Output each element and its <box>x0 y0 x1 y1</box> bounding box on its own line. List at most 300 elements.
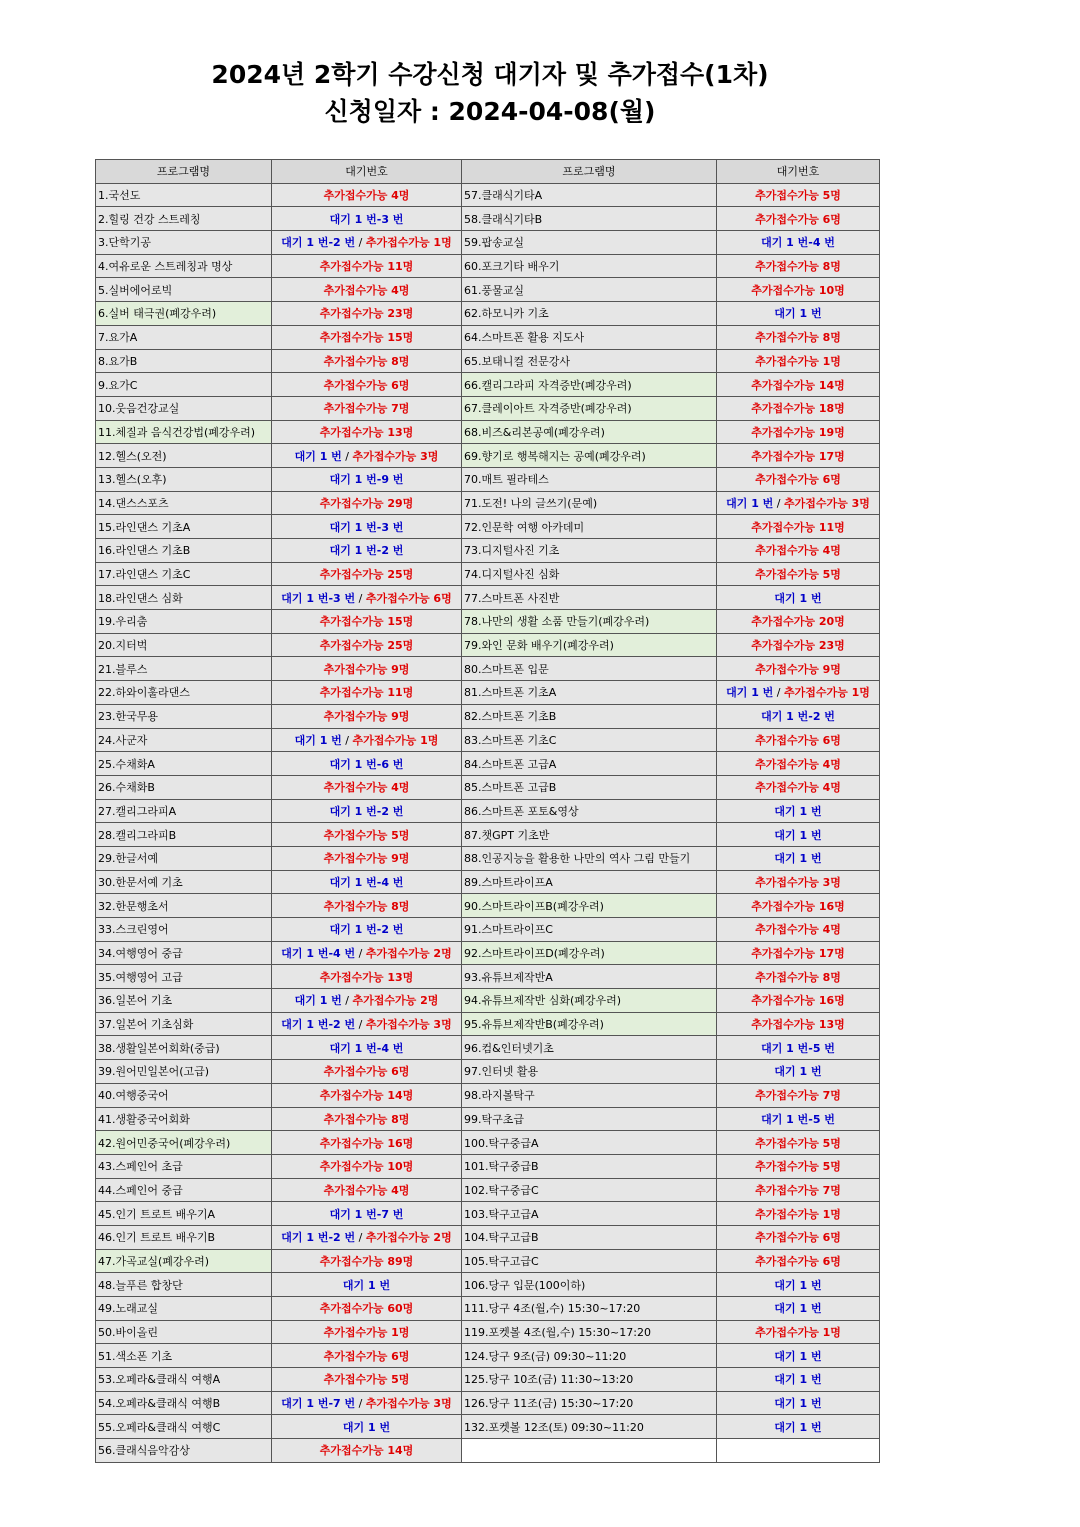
wait-status-cell <box>272 1415 462 1439</box>
program-name-cell: 9.요가C <box>96 373 272 397</box>
program-name-cell: 53.오페라&클래식 여행A <box>96 1368 272 1392</box>
wait-status-cell <box>272 989 462 1013</box>
table-row <box>96 396 880 420</box>
additional-slots-text: 추가접수가능 8명 <box>755 970 841 984</box>
table-row <box>96 633 880 657</box>
wait-status-cell <box>272 1249 462 1273</box>
separator: / <box>355 947 366 961</box>
wait-status-cell <box>272 752 462 776</box>
program-name-cell: 82.스마트폰 기초B <box>462 704 717 728</box>
wait-status-cell <box>717 1249 880 1273</box>
program-name-cell: 85.스마트폰 고급B <box>462 775 717 799</box>
additional-slots-text: 추가접수가능 14명 <box>319 1444 414 1458</box>
table-row <box>96 207 880 231</box>
wait-status-cell <box>717 396 880 420</box>
program-name-cell: 30.한문서예 기초 <box>96 870 272 894</box>
table-row <box>96 467 880 491</box>
program-name-cell: 106.당구 입문(100이하) <box>462 1273 717 1297</box>
program-name-cell: 21.블루스 <box>96 657 272 681</box>
wait-status-cell <box>717 704 880 728</box>
waitlist-number-text: 대기 1 번 <box>294 733 342 747</box>
wait-status-cell <box>717 633 880 657</box>
additional-slots-text: 추가접수가능 10명 <box>319 1160 414 1174</box>
waitlist-number-text: 대기 1 번-2 번 <box>329 804 404 818</box>
additional-slots-text: 추가접수가능 3명 <box>352 449 439 463</box>
additional-slots-text: 추가접수가능 2명 <box>352 994 439 1008</box>
table-row <box>96 1060 880 1084</box>
table-row <box>96 278 880 302</box>
table-row <box>96 254 880 278</box>
additional-slots-text: 추가접수가능 8명 <box>755 260 841 274</box>
wait-status-cell <box>272 633 462 657</box>
additional-slots-text: 추가접수가능 9명 <box>323 852 410 866</box>
wait-status-cell <box>272 775 462 799</box>
waitlist-number-text: 대기 1 번 <box>726 496 774 510</box>
program-name-cell: 67.클레이아트 자격증반(폐강우려) <box>462 396 717 420</box>
table-row <box>96 610 880 634</box>
program-name-cell: 34.여행영어 중급 <box>96 941 272 965</box>
program-name-cell: 12.헬스(오전) <box>96 444 272 468</box>
separator: / <box>773 496 785 510</box>
program-name-cell: 79.와인 문화 배우기(폐강우려) <box>462 633 717 657</box>
table-row <box>96 325 880 349</box>
wait-status-cell <box>272 254 462 278</box>
table-row <box>96 1439 880 1463</box>
column-header-program: 프로그램명 <box>462 160 717 184</box>
additional-slots-text: 추가접수가능 8명 <box>323 1112 410 1126</box>
wait-status-cell <box>717 775 880 799</box>
program-name-cell: 38.생활일본어회화(중급) <box>96 1036 272 1060</box>
table-row <box>96 539 880 563</box>
additional-slots-text: 추가접수가능 23명 <box>319 307 414 321</box>
additional-slots-text: 추가접수가능 11명 <box>319 686 414 700</box>
wait-status-cell <box>717 562 880 586</box>
wait-status-cell <box>272 467 462 491</box>
additional-slots-text: 추가접수가능 4명 <box>755 757 841 771</box>
waitlist-number-text: 대기 1 번 <box>726 686 774 700</box>
program-name-cell: 45.인기 트로트 배우기A <box>96 1202 272 1226</box>
program-name-cell: 89.스마트라이프A <box>462 870 717 894</box>
program-name-cell: 95.유튜브제작반B(폐강우려) <box>462 1012 717 1036</box>
wait-status-cell <box>272 1368 462 1392</box>
wait-status-cell <box>272 231 462 255</box>
additional-slots-text: 추가접수가능 25명 <box>319 639 414 653</box>
additional-slots-text: 추가접수가능 16명 <box>751 994 845 1008</box>
table-row <box>96 1368 880 1392</box>
waitlist-number-text: 대기 1 번-2 번 <box>761 710 835 724</box>
program-name-cell: 29.한글서예 <box>96 846 272 870</box>
additional-slots-text: 추가접수가능 4명 <box>755 923 841 937</box>
separator: / <box>355 591 366 605</box>
waitlist-number-text: 대기 1 번-4 번 <box>281 947 356 961</box>
program-name-cell: 77.스마트폰 사진반 <box>462 586 717 610</box>
wait-status-cell <box>717 539 880 563</box>
program-name-cell: 86.스마트폰 포토&영상 <box>462 799 717 823</box>
additional-slots-text: 추가접수가능 3명 <box>365 1018 452 1032</box>
program-name-cell: 105.탁구고급C <box>462 1249 717 1273</box>
separator: / <box>341 994 353 1008</box>
additional-slots-text: 추가접수가능 6명 <box>755 733 841 747</box>
wait-status-cell <box>272 681 462 705</box>
program-name-cell: 13.헬스(오후) <box>96 467 272 491</box>
table-row <box>96 420 880 444</box>
waitlist-number-text: 대기 1 번-7 번 <box>329 1207 404 1221</box>
additional-slots-text: 추가접수가능 4명 <box>755 544 841 558</box>
additional-slots-text: 추가접수가능 8명 <box>323 354 410 368</box>
additional-slots-text: 추가접수가능 5명 <box>755 189 841 203</box>
wait-status-cell <box>272 586 462 610</box>
program-name-cell: 7.요가A <box>96 325 272 349</box>
table-row <box>96 1415 880 1439</box>
table-row <box>96 515 880 539</box>
additional-slots-text: 추가접수가능 5명 <box>323 1373 410 1387</box>
separator: / <box>355 1397 366 1411</box>
program-name-cell: 1.국선도 <box>96 183 272 207</box>
wait-status-cell <box>717 1368 880 1392</box>
wait-status-cell <box>717 491 880 515</box>
additional-slots-text: 추가접수가능 16명 <box>751 899 845 913</box>
additional-slots-text: 추가접수가능 6명 <box>755 1231 841 1245</box>
wait-status-cell <box>717 894 880 918</box>
table-row <box>96 1249 880 1273</box>
wait-status-cell <box>717 254 880 278</box>
additional-slots-text: 추가접수가능 5명 <box>755 1136 841 1150</box>
table-row <box>96 1320 880 1344</box>
program-name-cell: 103.탁구고급A <box>462 1202 717 1226</box>
wait-status-cell <box>717 1060 880 1084</box>
additional-slots-text: 추가접수가능 11명 <box>751 520 845 534</box>
wait-status-cell <box>272 823 462 847</box>
program-name-cell: 36.일본어 기초 <box>96 989 272 1013</box>
program-name-cell: 92.스마트라이프D(폐강우려) <box>462 941 717 965</box>
additional-slots-text: 추가접수가능 20명 <box>751 615 845 629</box>
table-row <box>96 1154 880 1178</box>
wait-status-cell <box>272 657 462 681</box>
additional-slots-text: 추가접수가능 2명 <box>365 947 452 961</box>
waitlist-number-text: 대기 1 번 <box>774 591 822 605</box>
wait-status-cell <box>717 444 880 468</box>
wait-status-cell <box>272 1036 462 1060</box>
program-name-cell: 32.한문행초서 <box>96 894 272 918</box>
additional-slots-text: 추가접수가능 89명 <box>319 1254 414 1268</box>
program-name-cell: 119.포켓볼 4조(월,수) 15:30~17:20 <box>462 1320 717 1344</box>
program-name-cell: 93.유튜브제작반A <box>462 965 717 989</box>
wait-status-cell <box>717 1273 880 1297</box>
wait-status-cell <box>717 1178 880 1202</box>
wait-status-cell <box>272 562 462 586</box>
program-name-cell: 33.스크린영어 <box>96 918 272 942</box>
wait-status-cell <box>717 870 880 894</box>
wait-status-cell <box>272 799 462 823</box>
wait-status-cell <box>717 515 880 539</box>
program-name-cell: 72.인문학 여행 아카데미 <box>462 515 717 539</box>
program-name-cell: 54.오페라&클래식 여행B <box>96 1391 272 1415</box>
program-name-cell: 87.챗GPT 기초반 <box>462 823 717 847</box>
program-name-cell: 49.노래교실 <box>96 1297 272 1321</box>
wait-status-cell <box>272 870 462 894</box>
wait-status-cell <box>717 207 880 231</box>
wait-status-cell <box>717 1225 880 1249</box>
wait-status-cell <box>272 539 462 563</box>
additional-slots-text: 추가접수가능 6명 <box>365 591 452 605</box>
additional-slots-text: 추가접수가능 3명 <box>365 1397 452 1411</box>
wait-status-cell <box>717 989 880 1013</box>
wait-status-cell <box>717 302 880 326</box>
program-name-cell: 11.체질과 음식건강법(폐강우려) <box>96 420 272 444</box>
wait-status-cell <box>717 1036 880 1060</box>
table-row <box>96 846 880 870</box>
waitlist-number-text: 대기 1 번 <box>342 1278 391 1292</box>
wait-status-cell <box>717 941 880 965</box>
wait-status-cell <box>272 349 462 373</box>
program-name-cell: 51.색소폰 기초 <box>96 1344 272 1368</box>
additional-slots-text: 추가접수가능 13명 <box>319 425 414 439</box>
wait-status-cell <box>272 918 462 942</box>
program-name-cell: 23.한국무용 <box>96 704 272 728</box>
wait-status-cell <box>272 183 462 207</box>
wait-status-cell <box>272 302 462 326</box>
program-name-cell: 20.지터벅 <box>96 633 272 657</box>
program-name-cell: 125.당구 10조(금) 11:30~13:20 <box>462 1368 717 1392</box>
table-row <box>96 1107 880 1131</box>
table-row <box>96 1391 880 1415</box>
wait-status-cell <box>717 1154 880 1178</box>
additional-slots-text: 추가접수가능 4명 <box>755 781 841 795</box>
table-row <box>96 586 880 610</box>
waitlist-number-text: 대기 1 번 <box>774 828 822 842</box>
wait-status-cell <box>272 444 462 468</box>
program-name-cell: 61.풍물교실 <box>462 278 717 302</box>
separator: / <box>355 1231 366 1245</box>
table-row <box>96 231 880 255</box>
waitlist-number-text: 대기 1 번-6 번 <box>329 757 404 771</box>
program-name-cell: 14.댄스스포츠 <box>96 491 272 515</box>
program-name-cell: 88.인공지능을 활용한 나만의 역사 그림 만들기 <box>462 846 717 870</box>
program-name-cell: 39.원어민일본어(고급) <box>96 1060 272 1084</box>
wait-status-cell <box>717 728 880 752</box>
program-name-cell: 80.스마트폰 입문 <box>462 657 717 681</box>
waitlist-number-text: 대기 1 번 <box>774 1397 822 1411</box>
wait-status-cell <box>717 681 880 705</box>
wait-status-cell <box>272 515 462 539</box>
additional-slots-text: 추가접수가능 6명 <box>323 378 410 392</box>
page-title: 2024년 2학기 수강신청 대기자 및 추가접수(1차) <box>211 60 769 89</box>
table-row <box>96 183 880 207</box>
wait-status-cell <box>272 1439 462 1463</box>
additional-slots-text: 추가접수가능 6명 <box>323 1065 410 1079</box>
additional-slots-text: 추가접수가능 8명 <box>755 331 841 345</box>
wait-status-cell <box>717 278 880 302</box>
program-name-cell: 6.실버 태극권(폐강우려) <box>96 302 272 326</box>
additional-slots-text: 추가접수가능 1명 <box>323 1326 410 1340</box>
wait-status-cell <box>272 278 462 302</box>
table-body <box>96 183 880 1462</box>
program-name-cell: 41.생활중국어회화 <box>96 1107 272 1131</box>
program-name-cell: 59.팝송교실 <box>462 231 717 255</box>
wait-status-cell <box>717 325 880 349</box>
additional-slots-text: 추가접수가능 3명 <box>755 875 841 889</box>
waitlist-number-text: 대기 1 번 <box>294 449 342 463</box>
table-row <box>96 989 880 1013</box>
wait-status-cell <box>272 1178 462 1202</box>
program-name-cell: 16.라인댄스 기초B <box>96 539 272 563</box>
wait-status-cell <box>717 586 880 610</box>
additional-slots-text: 추가접수가능 6명 <box>755 212 841 226</box>
program-name-cell: 102.탁구중급C <box>462 1178 717 1202</box>
waitlist-number-text: 대기 1 번-7 번 <box>281 1397 356 1411</box>
wait-status-cell <box>272 420 462 444</box>
waitlist-number-text: 대기 1 번-2 번 <box>329 544 404 558</box>
wait-status-cell <box>272 728 462 752</box>
wait-status-cell <box>717 373 880 397</box>
table-row <box>96 775 880 799</box>
table-row <box>96 1178 880 1202</box>
program-name-cell: 5.실버에어로빅 <box>96 278 272 302</box>
program-name-cell: 47.가곡교실(폐강우려) <box>96 1249 272 1273</box>
program-name-cell: 81.스마트폰 기초A <box>462 681 717 705</box>
wait-status-cell <box>717 823 880 847</box>
wait-status-cell <box>717 799 880 823</box>
table-row <box>96 1202 880 1226</box>
program-name-cell: 50.바이올린 <box>96 1320 272 1344</box>
waitlist-number-text: 대기 1 번-5 번 <box>761 1112 835 1126</box>
table-row <box>96 728 880 752</box>
table-row <box>96 491 880 515</box>
program-name-cell: 83.스마트폰 기초C <box>462 728 717 752</box>
wait-status-cell <box>272 1320 462 1344</box>
program-name-cell: 124.당구 9조(금) 09:30~11:20 <box>462 1344 717 1368</box>
wait-status-cell <box>272 1344 462 1368</box>
empty-cell <box>717 1439 880 1463</box>
table-row <box>96 1131 880 1155</box>
wait-status-cell <box>272 1225 462 1249</box>
waitlist-number-text: 대기 1 번-2 번 <box>329 923 404 937</box>
program-name-cell: 48.늘푸른 합창단 <box>96 1273 272 1297</box>
program-name-cell: 91.스마트라이프C <box>462 918 717 942</box>
additional-slots-text: 추가접수가능 18명 <box>751 402 845 416</box>
column-header-wait-number: 대기번호 <box>272 160 462 184</box>
additional-slots-text: 추가접수가능 5명 <box>755 1160 841 1174</box>
wait-status-cell <box>717 1320 880 1344</box>
program-name-cell: 104.탁구고급B <box>462 1225 717 1249</box>
waitlist-number-text: 대기 1 번 <box>774 1065 822 1079</box>
table-row <box>96 681 880 705</box>
additional-slots-text: 추가접수가능 13명 <box>751 1018 845 1032</box>
wait-status-cell <box>272 1060 462 1084</box>
table-row <box>96 1273 880 1297</box>
waitlist-number-text: 대기 1 번 <box>294 994 342 1008</box>
wait-status-cell <box>717 610 880 634</box>
program-name-cell: 2.힐링 건강 스트레칭 <box>96 207 272 231</box>
waitlist-number-text: 대기 1 번 <box>774 307 822 321</box>
program-name-cell: 62.하모니카 기초 <box>462 302 717 326</box>
program-name-cell: 37.일본어 기초심화 <box>96 1012 272 1036</box>
program-name-cell: 17.라인댄스 기초C <box>96 562 272 586</box>
wait-status-cell <box>272 1012 462 1036</box>
table-row <box>96 704 880 728</box>
program-name-cell: 111.당구 4조(월,수) 15:30~17:20 <box>462 1297 717 1321</box>
program-name-cell: 55.오페라&클래식 여행C <box>96 1415 272 1439</box>
wait-status-cell <box>272 846 462 870</box>
additional-slots-text: 추가접수가능 8명 <box>323 899 410 913</box>
wait-status-cell <box>272 941 462 965</box>
additional-slots-text: 추가접수가능 17명 <box>751 947 845 961</box>
additional-slots-text: 추가접수가능 7명 <box>323 402 410 416</box>
additional-slots-text: 추가접수가능 6명 <box>755 473 841 487</box>
program-name-cell: 27.캘리그라피A <box>96 799 272 823</box>
additional-slots-text: 추가접수가능 15명 <box>319 615 414 629</box>
separator: / <box>341 733 353 747</box>
wait-status-cell <box>272 965 462 989</box>
additional-slots-text: 추가접수가능 17명 <box>751 449 845 463</box>
page-subtitle: 신청일자 : 2024-04-08(월) <box>324 97 656 126</box>
wait-status-cell <box>272 1083 462 1107</box>
program-name-cell: 35.여행영어 고급 <box>96 965 272 989</box>
program-name-cell: 94.유튜브제작반 심화(폐강우려) <box>462 989 717 1013</box>
additional-slots-text: 추가접수가능 9명 <box>755 662 841 676</box>
wait-status-cell <box>717 846 880 870</box>
waitlist-number-text: 대기 1 번-9 번 <box>329 473 404 487</box>
additional-slots-text: 추가접수가능 2명 <box>365 1231 452 1245</box>
program-name-cell: 42.원어민중국어(폐강우려) <box>96 1131 272 1155</box>
additional-slots-text: 추가접수가능 11명 <box>319 260 414 274</box>
additional-slots-text: 추가접수가능 4명 <box>323 189 410 203</box>
wait-status-cell <box>717 231 880 255</box>
program-name-cell: 46.인기 트로트 배우기B <box>96 1225 272 1249</box>
table-row <box>96 894 880 918</box>
additional-slots-text: 추가접수가능 13명 <box>319 970 414 984</box>
separator: / <box>773 686 785 700</box>
additional-slots-text: 추가접수가능 1명 <box>352 733 439 747</box>
additional-slots-text: 추가접수가능 1명 <box>755 354 841 368</box>
program-name-cell: 71.도전! 나의 글쓰기(문예) <box>462 491 717 515</box>
wait-status-cell <box>717 918 880 942</box>
table-header-row <box>96 160 880 184</box>
separator: / <box>355 1018 366 1032</box>
program-name-cell: 99.탁구초급 <box>462 1107 717 1131</box>
wait-status-cell <box>717 1012 880 1036</box>
waitlist-number-text: 대기 1 번-4 번 <box>329 875 404 889</box>
additional-slots-text: 추가접수가능 16명 <box>319 1136 414 1150</box>
wait-status-cell <box>272 396 462 420</box>
program-name-cell: 97.인터넷 활용 <box>462 1060 717 1084</box>
program-name-cell: 90.스마트라이프B(폐강우려) <box>462 894 717 918</box>
wait-status-cell <box>272 1273 462 1297</box>
table-row <box>96 823 880 847</box>
wait-status-cell <box>272 610 462 634</box>
table-row <box>96 752 880 776</box>
wait-status-cell <box>717 1344 880 1368</box>
program-name-cell: 57.클래식기타A <box>462 183 717 207</box>
waitlist-number-text: 대기 1 번-3 번 <box>329 520 404 534</box>
table-row <box>96 870 880 894</box>
waitlist-number-text: 대기 1 번-5 번 <box>761 1041 835 1055</box>
waitlist-table <box>95 159 880 1463</box>
wait-status-cell <box>717 1131 880 1155</box>
table-row <box>96 965 880 989</box>
wait-status-cell <box>717 349 880 373</box>
wait-status-cell <box>272 325 462 349</box>
program-name-cell: 44.스페인어 중급 <box>96 1178 272 1202</box>
program-name-cell: 84.스마트폰 고급A <box>462 752 717 776</box>
program-name-cell: 18.라인댄스 심화 <box>96 586 272 610</box>
program-name-cell: 68.비즈&리본공예(폐강우려) <box>462 420 717 444</box>
wait-status-cell <box>272 1131 462 1155</box>
table-row <box>96 657 880 681</box>
program-name-cell: 73.디지털사진 기초 <box>462 539 717 563</box>
program-name-cell: 60.포크기타 배우기 <box>462 254 717 278</box>
program-name-cell: 26.수채화B <box>96 775 272 799</box>
